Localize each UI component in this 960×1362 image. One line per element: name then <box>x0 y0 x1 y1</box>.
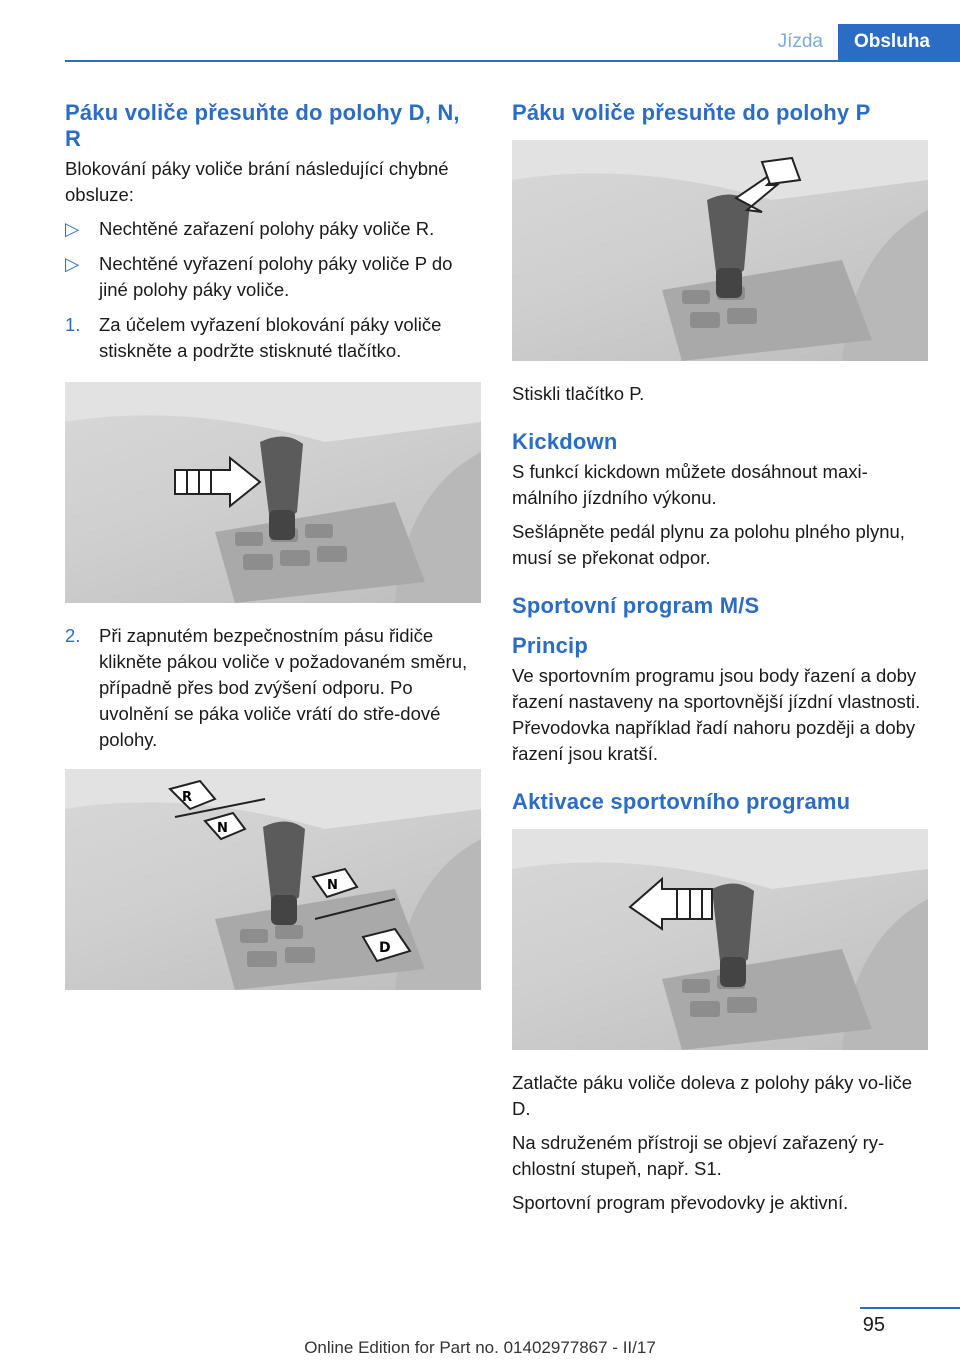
gear-selector-illustration <box>65 382 481 603</box>
gear-selector-illustration <box>512 829 928 1050</box>
figure-unlock-button <box>65 382 481 603</box>
intro-paragraph: Blokování páky voliče brání následující chybné obsluze: <box>65 158 449 205</box>
list-item-text: Nechtěné vyřazení polohy páky voliče P do jiné polohy páky voliče. <box>99 253 453 300</box>
step-number: 2. <box>65 625 81 646</box>
figure-sport-activation <box>512 829 928 1050</box>
label-d: D <box>379 940 391 956</box>
activation-paragraph-3: Sportovní program převodovky je aktivní. <box>512 1192 849 1213</box>
list-item-text: Nechtěné zařazení polohy páky voliče R. <box>99 218 435 239</box>
list-item <box>65 216 481 242</box>
princip-paragraph: Ve sportovním programu jsou body řazení a doby řazení nastaveny na sportovnější jízdní vlastnosti. Převodovka například řadí nahoru později a doby řazení jsou kratší. <box>512 665 921 764</box>
list-item-text: Při zapnutém bezpečnostním pásu řidiče klikněte pákou voliče v požadovaném směru, případně přes bod zvýšení odporu. Po uvolnění se páka voliče vrátí do stře-dové polohy. <box>99 625 468 750</box>
activation-paragraph-2: Na sdruženém přístroji se objeví zařazený ry-chlostní stupeň, např. S1. <box>512 1132 885 1179</box>
right-column <box>512 100 928 1224</box>
page-number: 95 <box>862 1314 885 1336</box>
edition-footer: Online Edition for Part no. 01402977867 - II/17 <box>304 1338 656 1357</box>
label-r: R <box>182 790 193 805</box>
list-item <box>65 312 481 364</box>
tab-obsluha[interactable]: Obsluha <box>838 24 960 60</box>
header-rule <box>65 60 960 62</box>
label-n-upper: N <box>217 821 228 836</box>
footer-rule <box>860 1307 960 1309</box>
figure-p-button <box>512 140 928 361</box>
section-heading-activation: Aktivace sportovního programu <box>512 789 851 814</box>
list-item <box>65 251 481 303</box>
list-item-text: Za účelem vyřazení blokování páky voliče stiskněte a podržte stisknuté tlačítko. <box>99 314 442 361</box>
chapter-tabs <box>778 24 960 60</box>
step-list-continued <box>65 623 481 753</box>
kickdown-paragraph-2: Sešlápněte pedál plynu za polohu plného plynu, musí se překonat odpor. <box>512 521 905 568</box>
kickdown-paragraph-1: S funkcí kickdown můžete dosáhnout maxi-málního jízdního výkonu. <box>512 461 868 508</box>
activation-paragraph-1: Zatlačte páku voliče doleva z polohy páky vo-liče D. <box>512 1072 913 1119</box>
section-heading-kickdown: Kickdown <box>512 429 618 454</box>
section-heading-sport: Sportovní program M/S <box>512 593 760 618</box>
triangle-bullet-icon: ▷ <box>65 218 80 239</box>
gear-selector-illustration <box>512 140 928 361</box>
triangle-bullet-icon: ▷ <box>65 253 80 274</box>
caption-p: Stiskli tlačítko P. <box>512 383 645 404</box>
section-heading-p: Páku voliče přesuňte do polohy P <box>512 100 871 125</box>
gear-selector-illustration <box>65 769 481 990</box>
step-list <box>65 216 481 364</box>
section-heading-princip: Princip <box>512 633 588 658</box>
section-heading-dnr: Páku voliče přesuňte do polohy D, N, R <box>65 100 460 151</box>
figure-selector-directions <box>65 769 481 990</box>
label-n-lower: N <box>327 878 338 893</box>
tab-jizda[interactable]: Jízda <box>777 31 823 52</box>
step-number: 1. <box>65 314 81 335</box>
left-column <box>65 100 481 1010</box>
list-item <box>65 623 481 753</box>
